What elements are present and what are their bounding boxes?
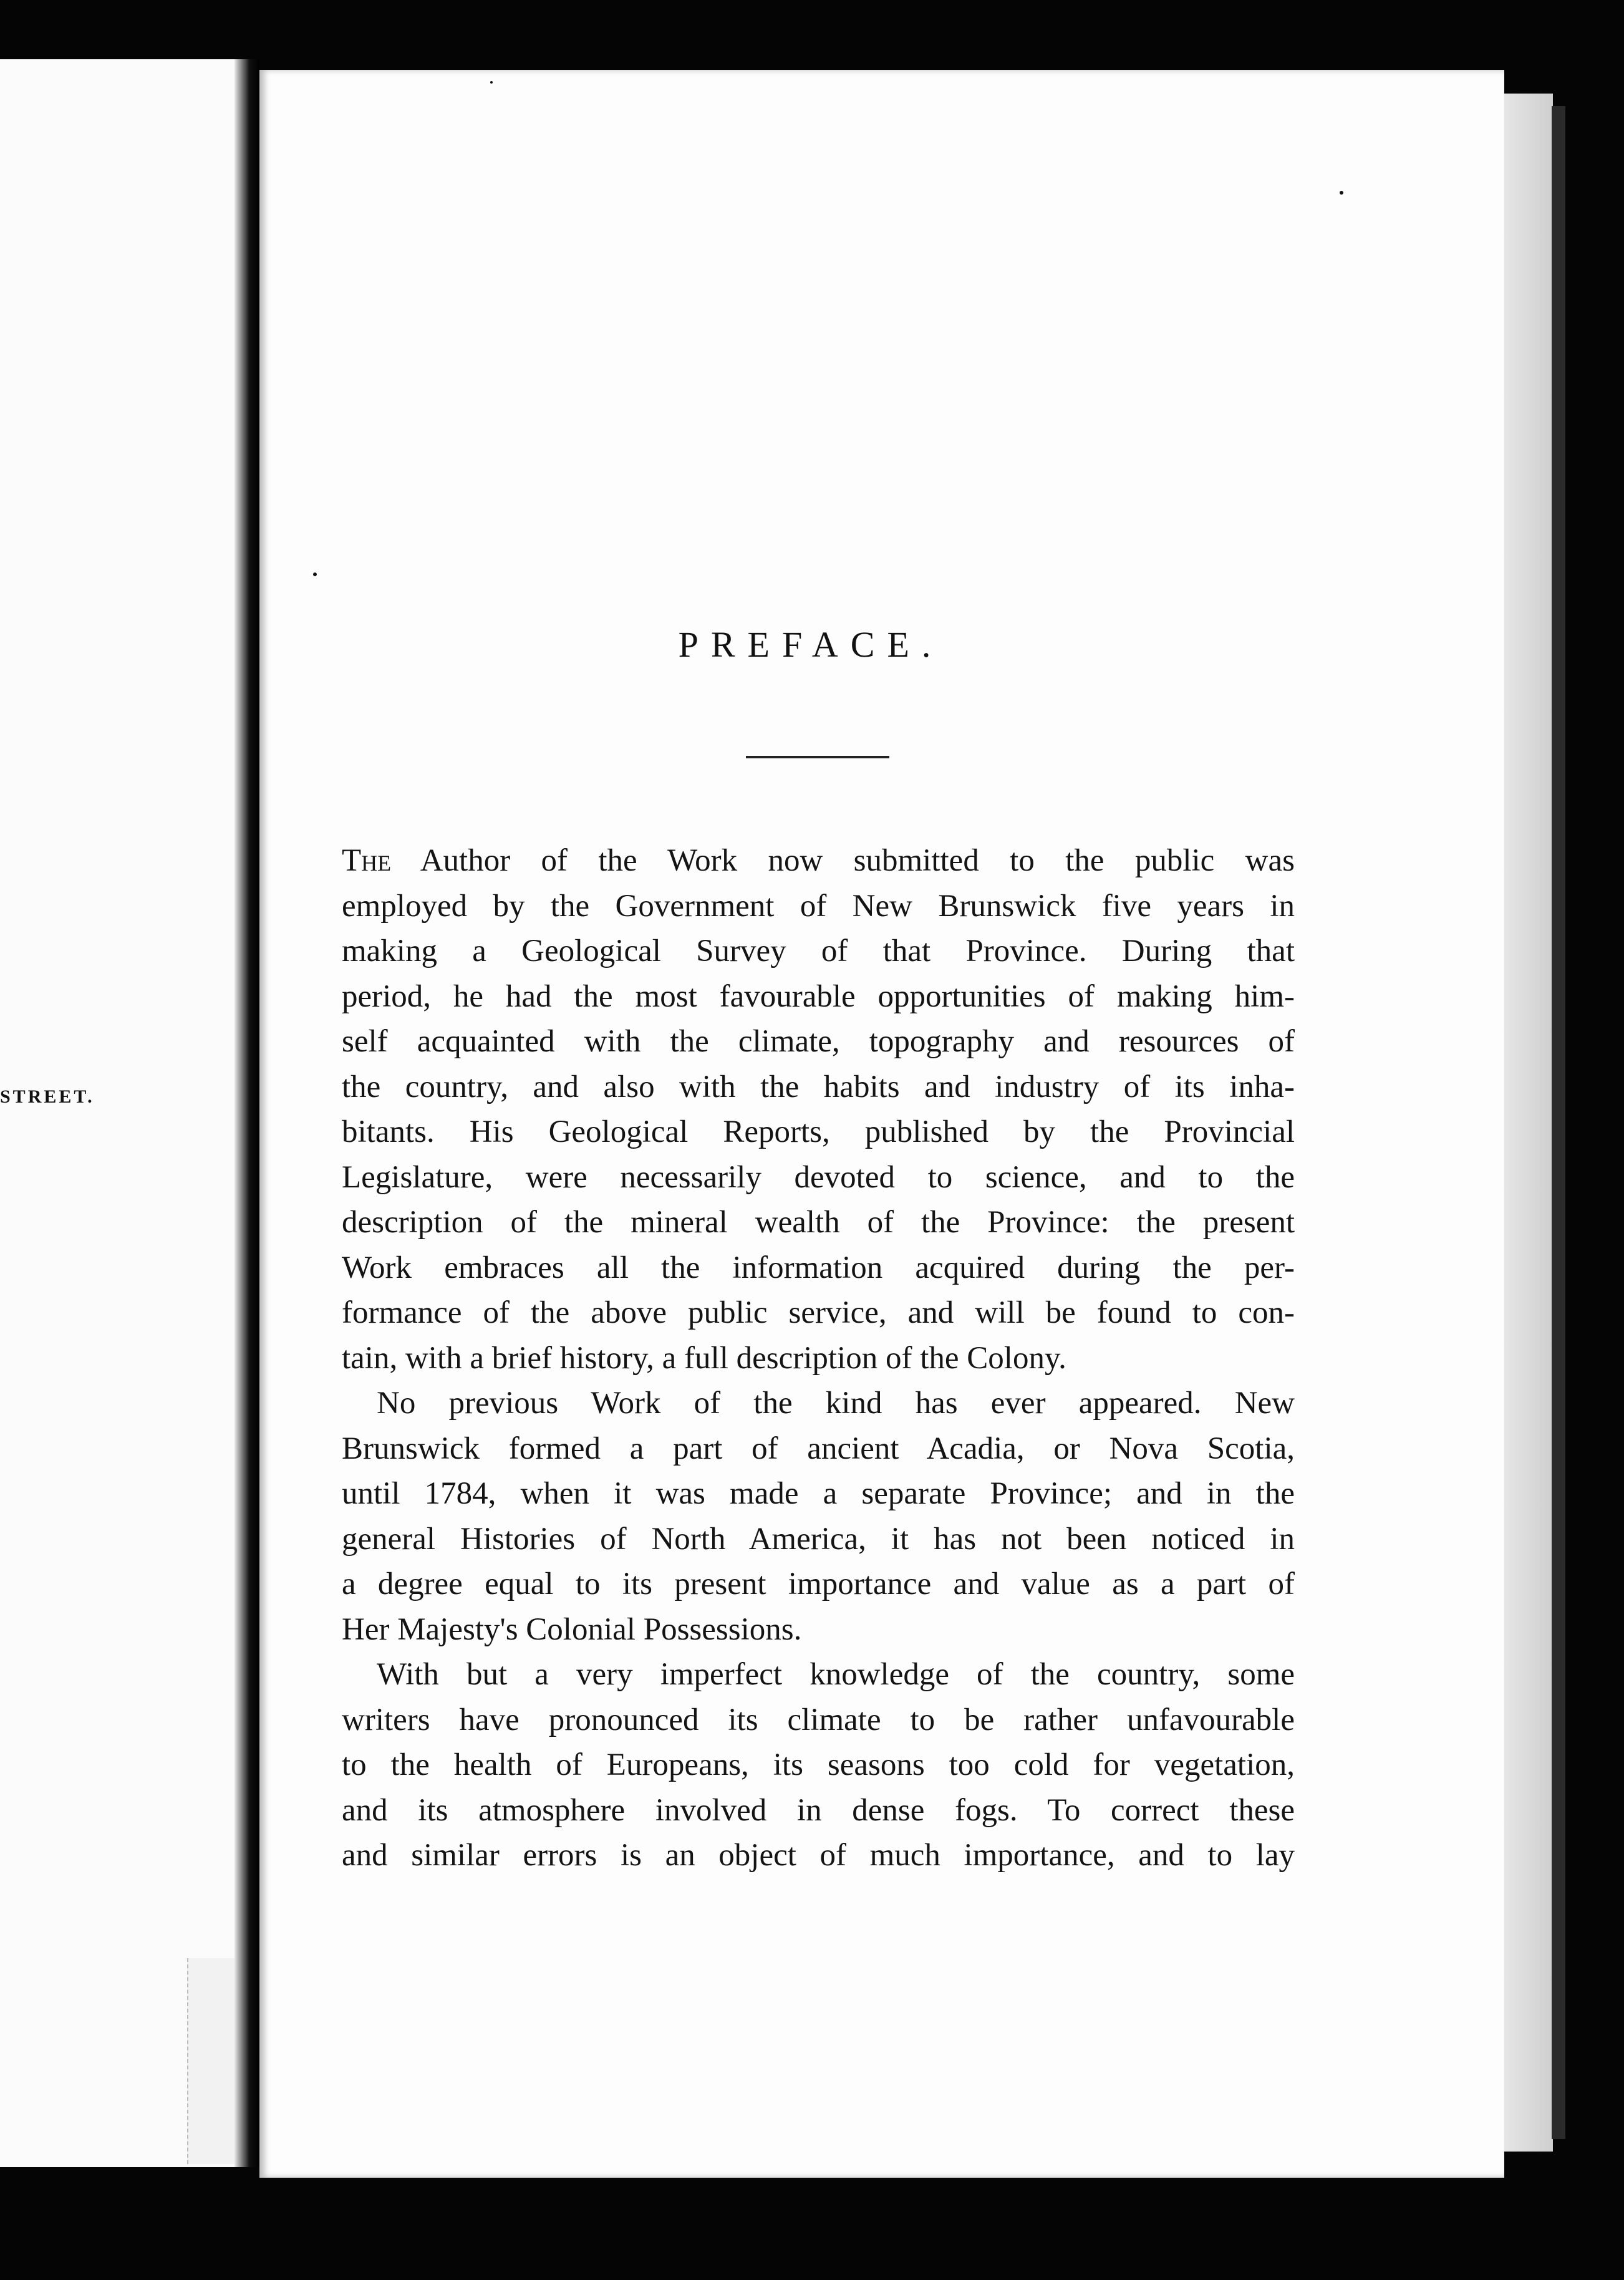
text-line: and similar errors is an object of much importance, and to lay (342, 1838, 1295, 1873)
text-line: self acquainted with the climate, topography and resources of (342, 1024, 1295, 1059)
text-line: tain, with a brief history, a full description of the Colony. (342, 1340, 1066, 1376)
text-line: No previous Work of the kind has ever appeared. New (377, 1386, 1295, 1421)
text-line: a degree equal to its present importance and value as a part of (342, 1567, 1295, 1601)
text-line: period, he had the most favourable opportunities of making him- (342, 978, 1295, 1014)
book-cover-edge (1552, 106, 1565, 2139)
text-line: With but a very imperfect knowledge of the country, some (377, 1657, 1295, 1692)
paragraph-2 (342, 1381, 1295, 1652)
text-line: the country, and also with the habits and industry of its inha- (342, 1069, 1295, 1104)
page-title: PREFACE. (678, 624, 944, 665)
text-line: writers have pronounced its climate to be rather unfavourable (342, 1702, 1295, 1737)
text-line: Work embraces all the information acquired during the per- (342, 1250, 1295, 1285)
lead-word: The (342, 843, 392, 878)
text-line: to the health of Europeans, its seasons too cold for vegetation, (342, 1747, 1295, 1782)
preface-body (342, 838, 1295, 1878)
text-line: until 1784, when it was made a separate Province; and in the (342, 1476, 1295, 1511)
ink-speck (313, 572, 317, 576)
text-line: The Author of the Work now submitted to the public was (342, 843, 1295, 878)
text-line: Legislature, were necessarily devoted to science, and to the (342, 1159, 1295, 1195)
left-page (0, 59, 256, 2167)
ink-speck (1340, 191, 1343, 195)
text-line: and its atmosphere involved in dense fogs. To correct these (342, 1792, 1295, 1828)
title-rule (746, 756, 889, 758)
text-line: formance of the above public service, and will be found to con- (342, 1295, 1295, 1330)
text-line: Her Majesty's Colonial Possessions. (342, 1611, 802, 1647)
paragraph-3 (342, 1652, 1295, 1878)
paragraph-1 (342, 838, 1295, 1381)
text-line: general Histories of North America, it has not been noticed in (342, 1521, 1295, 1557)
text-line: making a Geological Survey of that Province. During that (342, 934, 1295, 969)
text-line: bitants. His Geological Reports, published by the Provincial (342, 1114, 1295, 1149)
text-line: employed by the Government of New Brunswick five years in (342, 888, 1295, 924)
text-line: description of the mineral wealth of the Province: the present (342, 1205, 1295, 1240)
ink-speck (490, 81, 493, 84)
left-page-fragment: STREET. (0, 1086, 95, 1107)
text-line: Brunswick formed a part of ancient Acadia, or Nova Scotia, (342, 1431, 1295, 1466)
page-stack-edge (1503, 94, 1553, 2152)
gutter-shadow (234, 59, 259, 2167)
